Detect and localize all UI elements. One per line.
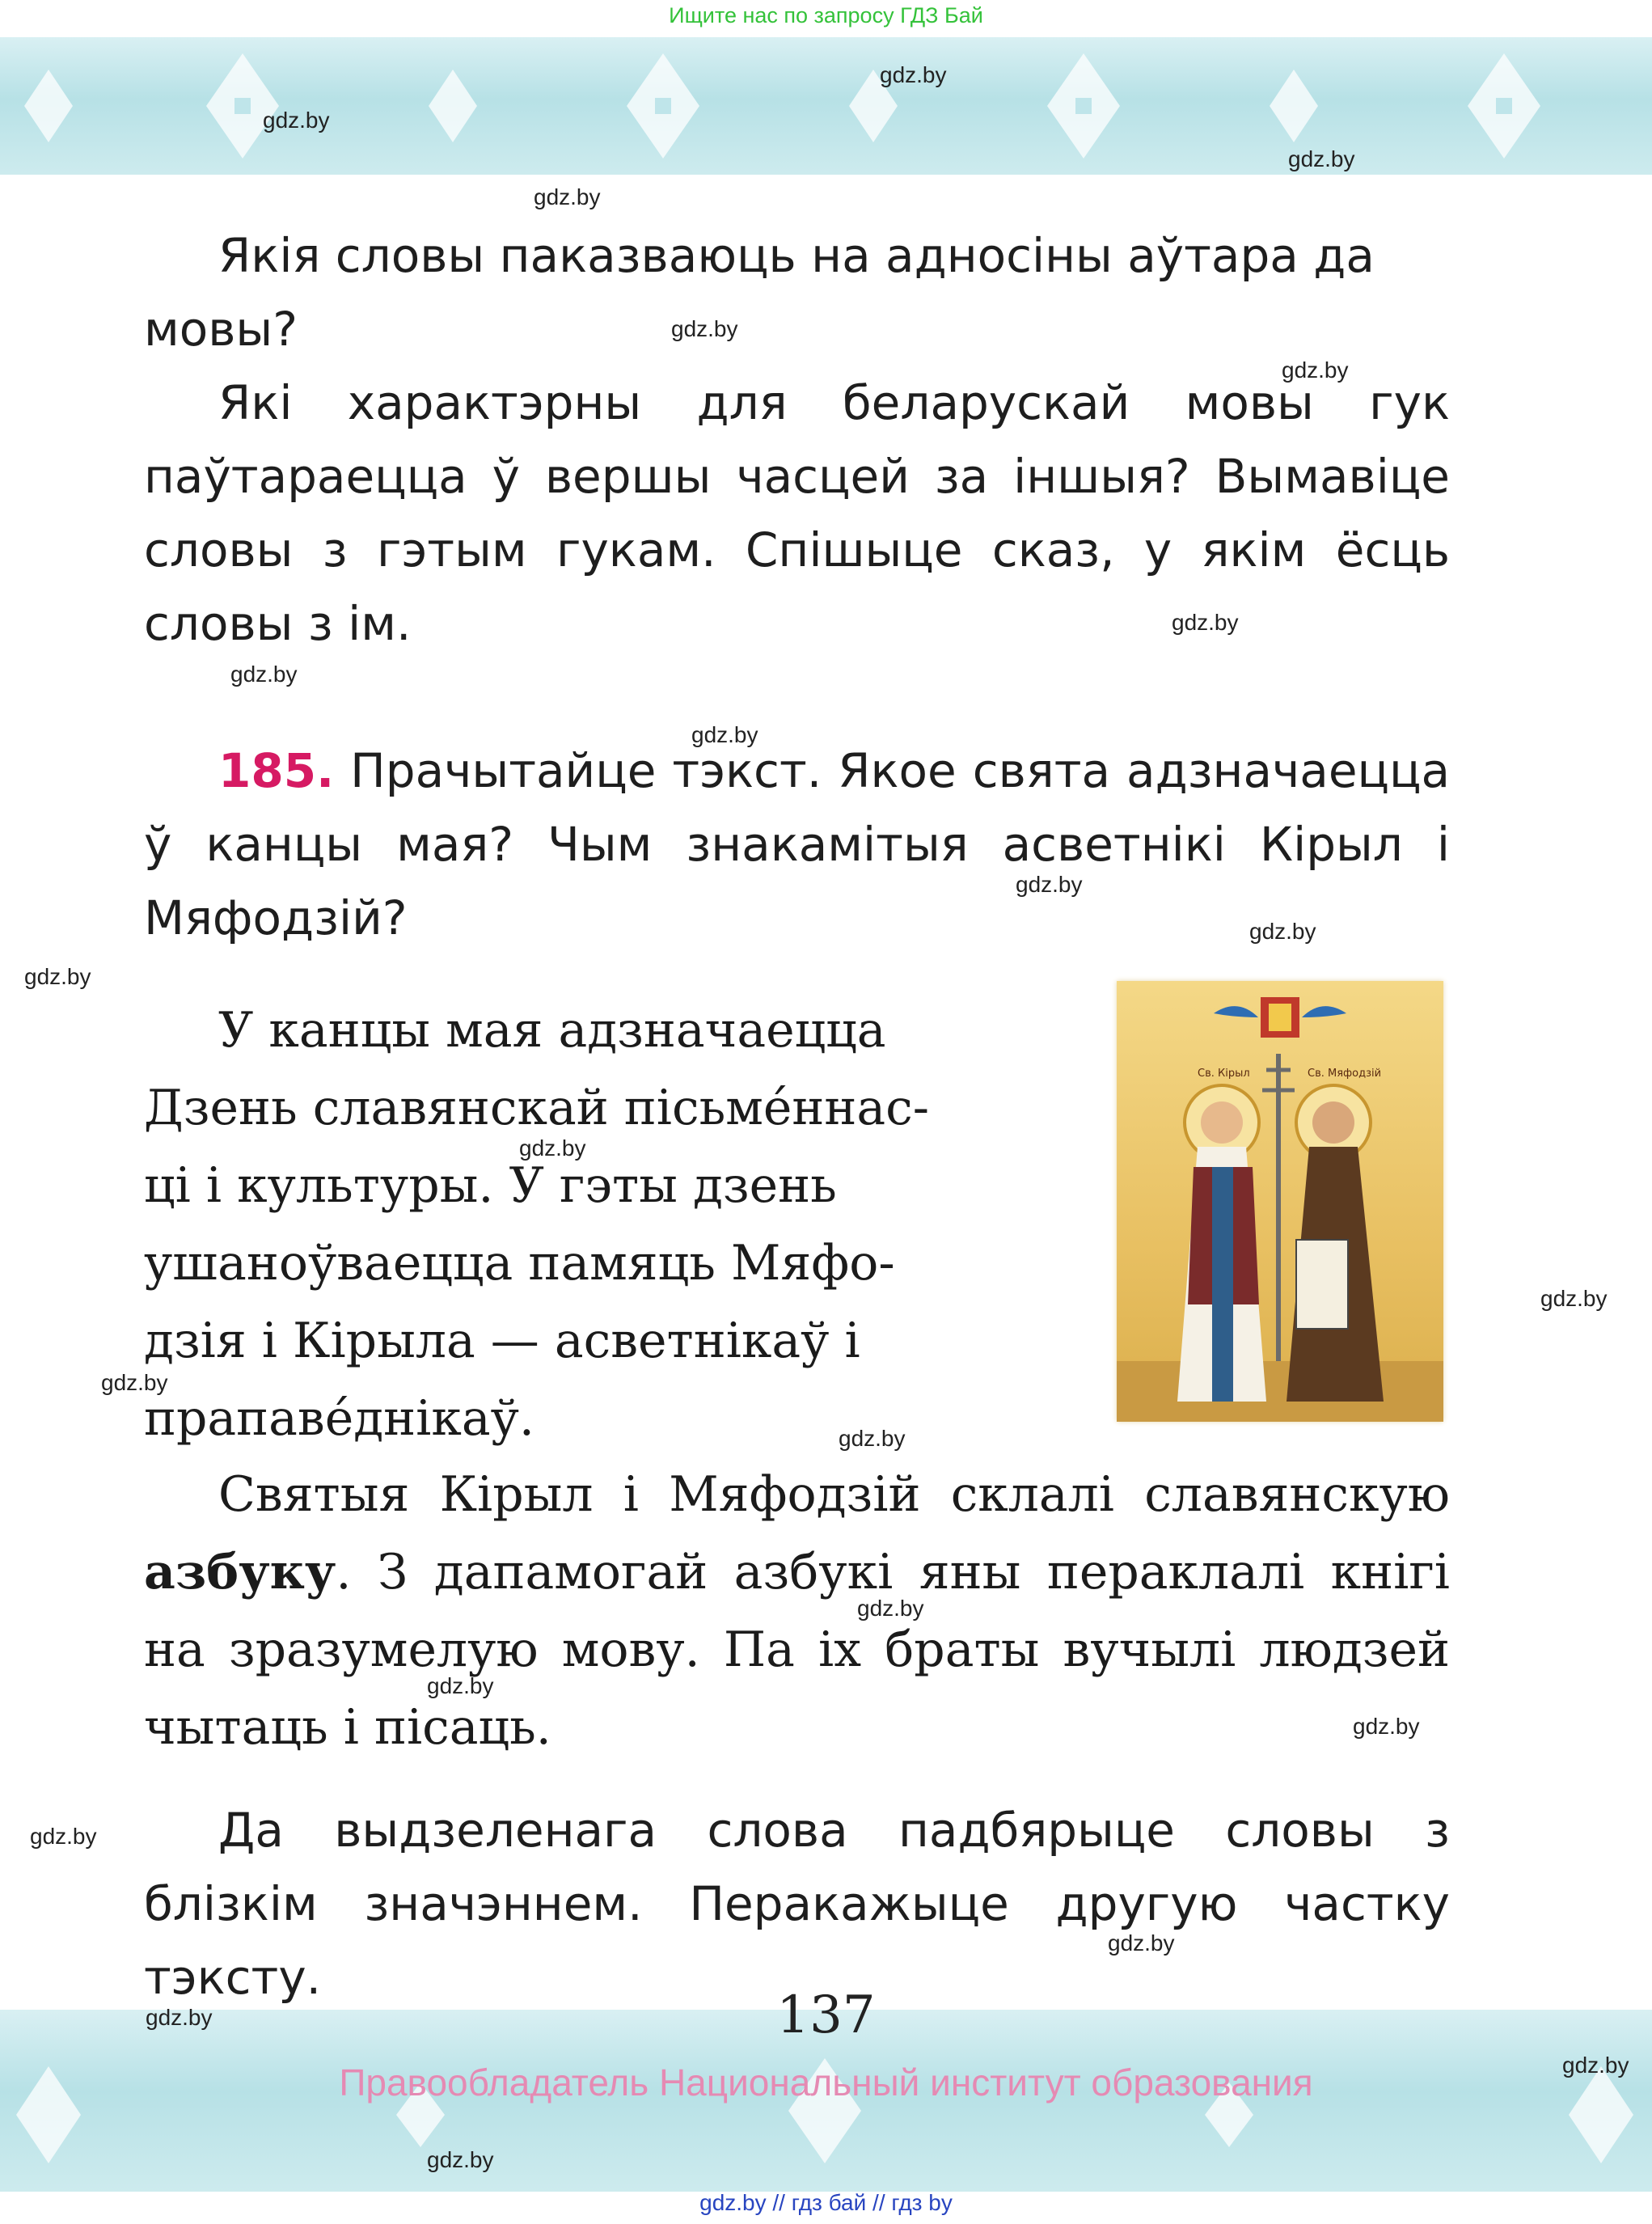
- watermark: gdz.by: [839, 1426, 906, 1451]
- story-line: Дзень славянскай пісьме́ннас-: [144, 1080, 930, 1136]
- task-prompt-text: Прачытайце тэкст. Якое свята адзначаецца ў канцы мая? Чым знакамітыя асветнікі Кірыл і Мяфодзій?: [144, 743, 1450, 945]
- watermark: gdz.by: [1353, 1714, 1420, 1739]
- story-paragraph-2: [144, 1456, 1450, 1766]
- watermark: gdz.by: [1108, 1930, 1175, 1956]
- question-author-attitude: [144, 219, 1450, 366]
- story-text: Святыя Кірыл і Мяфодзій склалі славянскую: [218, 1466, 1450, 1523]
- watermark: gdz.by: [1288, 146, 1355, 171]
- story-paragraph-2-text: [144, 1456, 1450, 1766]
- highlighted-word: азбуку: [144, 1544, 336, 1600]
- folk-ornament: [0, 37, 1652, 175]
- story-line: прапаве́днікаў.: [144, 1390, 534, 1447]
- watermark: gdz.by: [1540, 1286, 1608, 1311]
- question-sound: Які характэрны для беларускай мовы гук паўтараецца ў вершы часцей за іншыя? Вымавіце словы з гэтым гукам. Спішыце сказ, у якім ёсць словы з ім.: [144, 375, 1450, 651]
- watermark: gdz.by: [101, 1370, 168, 1395]
- story-line: ці і культуры. У гэты дзень: [144, 1157, 837, 1214]
- watermark: gdz.by: [1282, 357, 1349, 383]
- watermark: gdz.by: [880, 62, 947, 87]
- watermark: gdz.by: [427, 2147, 494, 2172]
- watermark: gdz.by: [24, 964, 91, 989]
- question-line: Якія словы паказваюць на адносіны аўтара да: [218, 228, 1375, 283]
- task-number: 185.: [218, 743, 335, 798]
- footer-links[interactable]: gdz.by // гдз бай // гдз by: [699, 2190, 953, 2215]
- watermark: gdz.by: [671, 316, 738, 341]
- watermark: gdz.by: [146, 2005, 213, 2030]
- questions-block: [144, 219, 1450, 661]
- page-number: 137: [776, 1985, 876, 2045]
- watermark: gdz.by: [230, 662, 298, 687]
- watermark: gdz.by: [534, 184, 601, 209]
- story-line: У канцы мая адзначаецца: [218, 1002, 886, 1059]
- watermark: gdz.by: [691, 722, 758, 747]
- search-note: Ищите нас по запросу ГДЗ Бай: [669, 3, 983, 27]
- watermark: gdz.by: [1562, 2053, 1629, 2078]
- caption-left: Св. Кірыл: [1198, 1068, 1250, 1080]
- story-paragraph-1: [144, 991, 1037, 1457]
- watermark: gdz.by: [1016, 872, 1083, 897]
- watermark: gdz.by: [519, 1135, 586, 1161]
- saints-icon-illustration: [1117, 981, 1443, 1422]
- story-line: ушаноўваецца памяць Мяфо-: [144, 1235, 895, 1292]
- assignment: [144, 1794, 1450, 2015]
- watermark: gdz.by: [1172, 610, 1239, 635]
- question-line: мовы?: [144, 302, 298, 357]
- rights-holder: Правообладатель Национальный институт образования: [339, 2061, 1313, 2103]
- watermark: gdz.by: [30, 1824, 97, 1849]
- saints-icon-image: [1117, 981, 1443, 1422]
- ornament-band-top: [0, 37, 1652, 175]
- watermark: gdz.by: [263, 108, 330, 133]
- watermark: gdz.by: [1249, 919, 1316, 944]
- watermark: gdz.by: [427, 1673, 494, 1698]
- watermark: gdz.by: [857, 1596, 924, 1621]
- story-text: . З дапамогай азбукі яны пераклалі кнігі на зразумелую мову. Па іх браты вучылі людзей чытаць і пісаць.: [144, 1544, 1450, 1756]
- assignment-text: Да выдзеленага слова падбярыце словы з блізкім значэннем. Перакажыце другую частку тэксту.: [144, 1803, 1450, 2005]
- caption-right: Св. Мяфодзій: [1308, 1068, 1382, 1080]
- story-line: дзія і Кірыла — асветнікаў і: [144, 1313, 860, 1369]
